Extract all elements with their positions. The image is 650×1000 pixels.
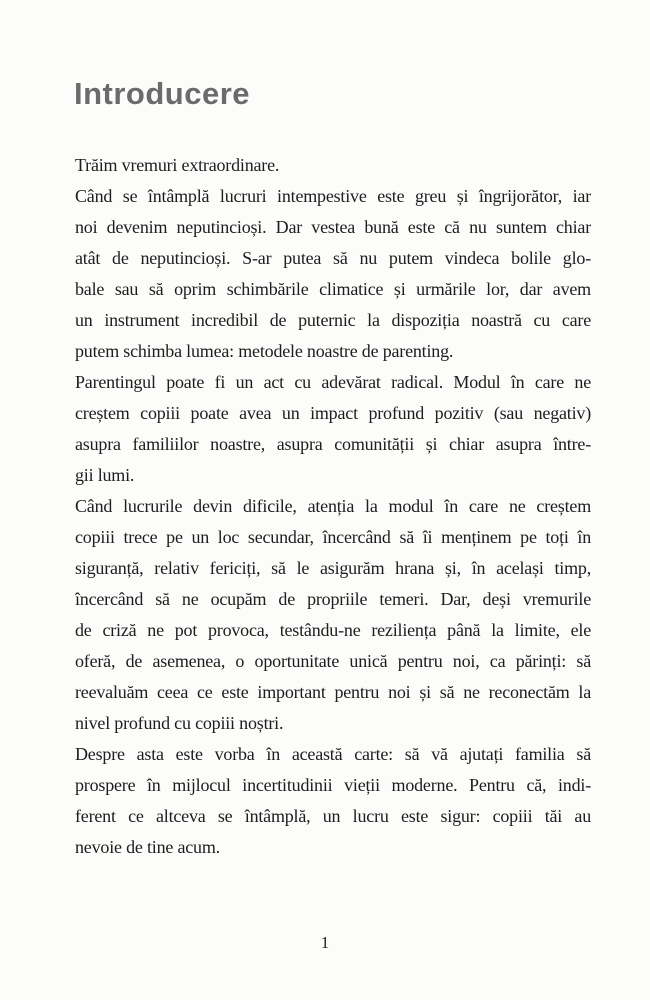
text-line: asupra familiilor noastre, asupra comunității și chiar asupra între- [75, 434, 591, 454]
text-line: prospere în mijlocul incertitudinii vieții moderne. Pentru că, indi- [75, 775, 591, 795]
text-line: siguranță, relativ fericiți, să le asigurăm hrana și, în același timp, [75, 558, 591, 578]
text-line: încercând să ne ocupăm de propriile temeri. Dar, deși vremurile [75, 589, 591, 609]
paragraph [75, 150, 591, 181]
text-line: de criză ne pot provoca, testându-ne reziliența până la limite, ele [75, 620, 591, 640]
text-line: gii lumi. [75, 465, 135, 485]
text-line: putem schimba lumea: metodele noastre de parenting. [75, 341, 454, 361]
text-line: nevoie de tine acum. [75, 837, 220, 857]
text-line: noi devenim neputincioși. Dar vestea bună este că nu suntem chiar [75, 217, 591, 237]
paragraph [75, 491, 591, 739]
chapter-title: Introducere [74, 76, 251, 111]
text-line: reevaluăm ceea ce este important pentru noi și să ne reconectăm la [75, 682, 591, 702]
text-line: oferă, de asemenea, o oportunitate unică pentru noi, ca părinți: să [75, 651, 591, 671]
text-line: copiii trece pe un loc secundar, încercând să îi menținem pe toți în [75, 527, 591, 547]
text-line: Când lucrurile devin dificile, atenția la modul în care ne creștem [75, 496, 591, 516]
paragraph [75, 181, 591, 367]
text-line: Despre asta este vorba în această carte: să vă ajutați familia să [75, 744, 591, 764]
page-number: 1 [320, 933, 330, 952]
text-line: ferent ce altceva se întâmplă, un lucru este sigur: copiii tăi au [75, 806, 591, 826]
paragraph [75, 367, 591, 491]
text-line: Trăim vremuri extraordinare. [75, 155, 280, 175]
text-line: un instrument incredibil de puternic la dispoziția noastră cu care [75, 310, 591, 330]
text-line: creștem copiii poate avea un impact profund pozitiv (sau negativ) [75, 403, 591, 423]
paragraph [75, 739, 591, 863]
text-line: nivel profund cu copiii noștri. [75, 713, 284, 733]
text-line: Parentingul poate fi un act cu adevărat radical. Modul în care ne [75, 372, 591, 392]
body-text [75, 150, 591, 863]
text-line: bale sau să oprim schimbările climatice și urmările lor, dar avem [75, 279, 591, 299]
text-line: atât de neputincioși. S-ar putea să nu putem vindeca bolile glo- [75, 248, 591, 268]
text-line: Când se întâmplă lucruri intempestive este greu și îngrijorător, iar [75, 186, 591, 206]
